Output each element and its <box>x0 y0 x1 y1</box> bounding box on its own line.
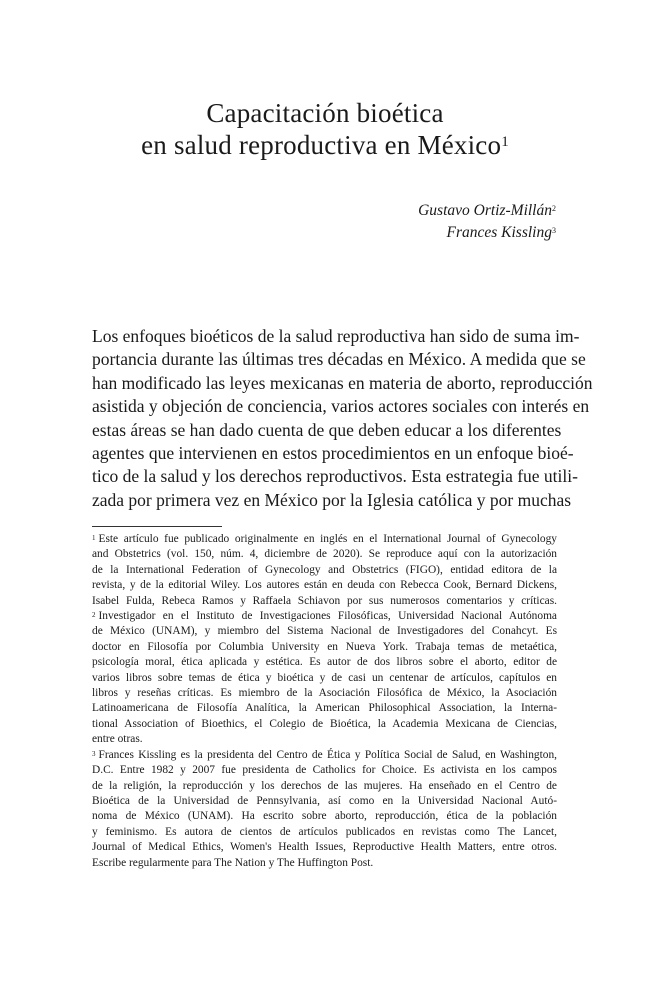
body-line: zada por primera vez en México por la Iglesia católica y por muchas <box>92 489 572 510</box>
title-line-2 <box>0 129 650 161</box>
title-line-2-text: en salud reproductiva en México <box>141 130 502 160</box>
title-footnote-ref[interactable]: 1 <box>501 134 509 150</box>
footnote-line: psicología moral, ética aplicada y estética. Es autor de dos libros sobre el aborto, editor de <box>92 656 557 669</box>
footnote-line: tional Association of Bioethics, el Colegio de Bioética, la Academia Mexicana de Ciencias, <box>92 717 557 730</box>
author-footnote-ref[interactable]: 2 <box>552 204 556 213</box>
footnote-line: Escribe regularmente para The Nation y The Huffington Post. <box>92 856 374 869</box>
article-title <box>0 97 650 161</box>
body-line: portancia durante las últimas tres décadas en México. A medida que se <box>92 349 586 370</box>
footnote-line: de la religión, la reproducción y los derechos de las mujeres. Ha enseñado en el Centro de <box>92 779 557 792</box>
footnote-text: Investigador en el Instituto de Investigaciones Filosóficas, Universidad Nacional Autónoma <box>98 610 557 623</box>
body-line: han modificado las leyes mexicanas en materia de aborto, reproducción <box>92 372 593 393</box>
author-name: Frances Kissling <box>446 224 552 241</box>
author-list <box>418 200 556 244</box>
footnote-1 <box>92 532 557 609</box>
body-line: estas áreas se han dado cuenta de que deben educar a los diferentes <box>92 419 562 440</box>
footnote-line <box>92 748 557 763</box>
footnote-line: Isabel Fulda, Rebeca Ramos y Raffaela Schiavon por sus numerosos comentarios y críticas. <box>92 594 557 607</box>
footnote-text: Este artículo fue publicado originalmente en inglés en el International Journal of Gynecology <box>98 533 557 545</box>
author-footnote-ref[interactable]: 3 <box>552 226 556 235</box>
footnote-2 <box>92 609 557 748</box>
author-1 <box>418 200 556 222</box>
footnote-divider <box>92 526 222 527</box>
footnote-line: y feminismo. Es autora de cientos de artículos publicados en revistas como The Lancet, <box>92 825 557 838</box>
footnote-number: 1 <box>92 534 96 542</box>
footnote-3 <box>92 748 557 871</box>
footnote-number: 2 <box>92 611 96 620</box>
footnote-line: and Obstetrics (vol. 150, núm. 4, diciembre de 2020). Se reproduce aquí con la autorización <box>92 548 557 561</box>
body-line: asistida y objeción de conciencia, varios actores sociales con interés en <box>92 396 590 417</box>
footnote-line: Journal of Medical Ethics, Women's Health Issues, Reproductive Health Matters, entre otros. <box>92 841 557 854</box>
footnotes <box>92 532 557 871</box>
footnote-line: noma de México (UNAM). Ha escrito sobre aborto, reproducción, ética de la población <box>92 810 557 823</box>
footnote-line: Bioética de la Universidad de Pennsylvania, así como en la Universidad Nacional Autó- <box>92 794 557 807</box>
footnote-line: entre otras. <box>92 733 143 746</box>
footnote-line: D.C. Entre 1982 y 2007 fue presidenta de Catholics for Choice. Es activista en los campos <box>92 764 557 777</box>
footnote-line: de la International Federation of Gynecology and Obstetrics (FIGO), entidad editora de la <box>92 563 557 576</box>
footnote-line: revista, y de la editorial Wiley. Los autores están en deuda con Rebecca Cook, Bernard Dickens, <box>92 579 557 592</box>
title-line-1: Capacitación bioética <box>206 98 444 128</box>
body-line: Los enfoques bioéticos de la salud reproductiva han sido de suma im- <box>92 326 580 346</box>
footnote-line: de México (UNAM), y miembro del Sistema Nacional de Investigadores del Conahcyt. Es <box>92 625 557 638</box>
footnote-text: Frances Kissling es la presidenta del Centro de Ética y Política Social de Salud, en Washington, <box>98 748 557 761</box>
body-line: tico de la salud y los derechos reproductivos. Esta estrategia fue utili- <box>92 466 578 487</box>
footnote-line: varios libros sobre temas de ética y bioética y de casi un centenar de artículos, capítulos en <box>92 671 557 684</box>
footnote-line <box>92 532 557 547</box>
footnote-number: 3 <box>92 749 96 758</box>
body-line: agentes que intervienen en estos procedimientos en un enfoque bioé- <box>92 443 574 464</box>
footnote-line: libros y reseñas críticas. Es miembro de la Asociación Filosófica de México, la Asociación <box>92 687 557 700</box>
footnote-line: doctor en Filosofía por Columbia University en Nueva York. Trabaja temas de metaética, <box>92 640 557 653</box>
body-paragraph <box>92 325 593 512</box>
footnote-line: Latinoamericana de Filosofía Analítica, la American Philosophical Association, la Interna- <box>92 702 557 715</box>
author-name: Gustavo Ortiz-Millán <box>418 202 552 219</box>
author-2 <box>418 222 556 244</box>
footnote-line <box>92 609 557 624</box>
